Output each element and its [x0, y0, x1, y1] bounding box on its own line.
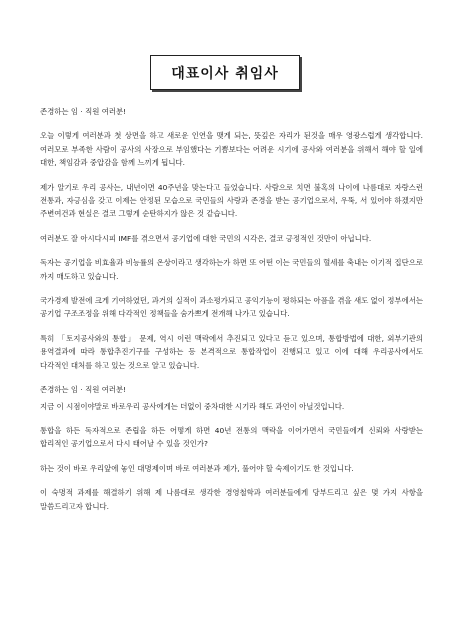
- paragraph: 오늘 이렇게 여러분과 첫 상면을 하고 새로운 인연을 맺게 되는, 뜻깊은 자리가 된것을 매우 영광스럽게 생각합니다. 여러모로 부족한 사람이 공사의 사장으로 부임했다는 기쁨보다는 어려운 시기에 공사와 여러분을 위해서 해야 할 일에 대한, 책임감과 중압감을 함께 느끼게 됩니다.: [40, 131, 423, 168]
- paragraph: 독자는 공기업을 비효율과 비능률의 온상이라고 생각하는가 하면 또 어떤 이는 국민들의 혈세를 축내는 이기적 집단으로 까지 매도하고 있습니다.: [40, 258, 423, 281]
- greeting: 존경하는 임 · 직원 여러분!: [40, 107, 127, 116]
- document-body: [40, 105, 423, 524]
- paragraph: 통합을 하든 독자적으로 존립을 하든 어떻게 하면 40년 전통의 맥락을 이어가면서 국민들에게 신뢰와 사랑받는 합리적인 공기업으로서 다시 태어날 수 있을 것인가?: [40, 425, 423, 449]
- paragraph: 지금 이 시점이야말로 바로우리 공사에게는 더없이 중차대한 시기라 해도 과언이 아닐것입니다.: [40, 401, 345, 411]
- paragraph: 특히 「토지공사와의 통합」 문제, 역시 이런 맥락에서 추진되고 있다고 듣고 있으며, 통합방법에 대한, 외부기관의 용역결과에 따라 통합추진기구를 구성하는 등 본격적으로 통합작업이 진행되고 있고 이에 대해 우리공사에서도 다각적인 대처를 하고 있는 것으로 알고 있습니다.: [40, 333, 423, 370]
- paragraph: 이 숙명적 과제를 해결하기 위해 제 나름대로 생각한 경영철학과 여러분들에게 당부드리고 싶은 몇 가지 사항을 말씀드리고자 합니다.: [40, 488, 423, 511]
- paragraph: 하는 것이 바로 우리앞에 놓인 대명제이며 바로 여러분과 제가, 풀어야 할 숙제이기도 한 것입니다.: [40, 463, 354, 473]
- paragraph: 제가 알기로 우리 공사는, 내년이면 40주년을 맞는다고 들었습니다. 사람으로 치면 불혹의 나이에 나름대로 자랑스런 전통과, 자긍심을 갖고 이제는 안정된 모습으로 국민들의 사랑과 존경을 받는 공기업으로서, 우뚝, 서 있어야 하겠지만 주변여건과 현실은 결코 그렇게 순탄하지가 않은 것 같습니다.: [40, 182, 423, 219]
- document-title: 대표이사 취임사: [150, 55, 300, 90]
- paragraph: 국가경제 발전에 크게 기여하였던, 과거의 실적이 과소평가되고 공익기능이 평하되는 아픔을 겪을 새도 없이 정부에서는 공기업 구조조정을 위해 다각적인 정책들을 숨가쁘게 전개해 나가고 있습니다.: [40, 296, 423, 319]
- paragraph: 여러분도 잘 아시다시피 IMF를 겪으면서 공기업에 대한 국민의 시각은, 결코 긍정적인 것만이 아닙니다.: [40, 233, 372, 243]
- greeting: 존경하는 임 · 직원 여러분!: [40, 385, 127, 395]
